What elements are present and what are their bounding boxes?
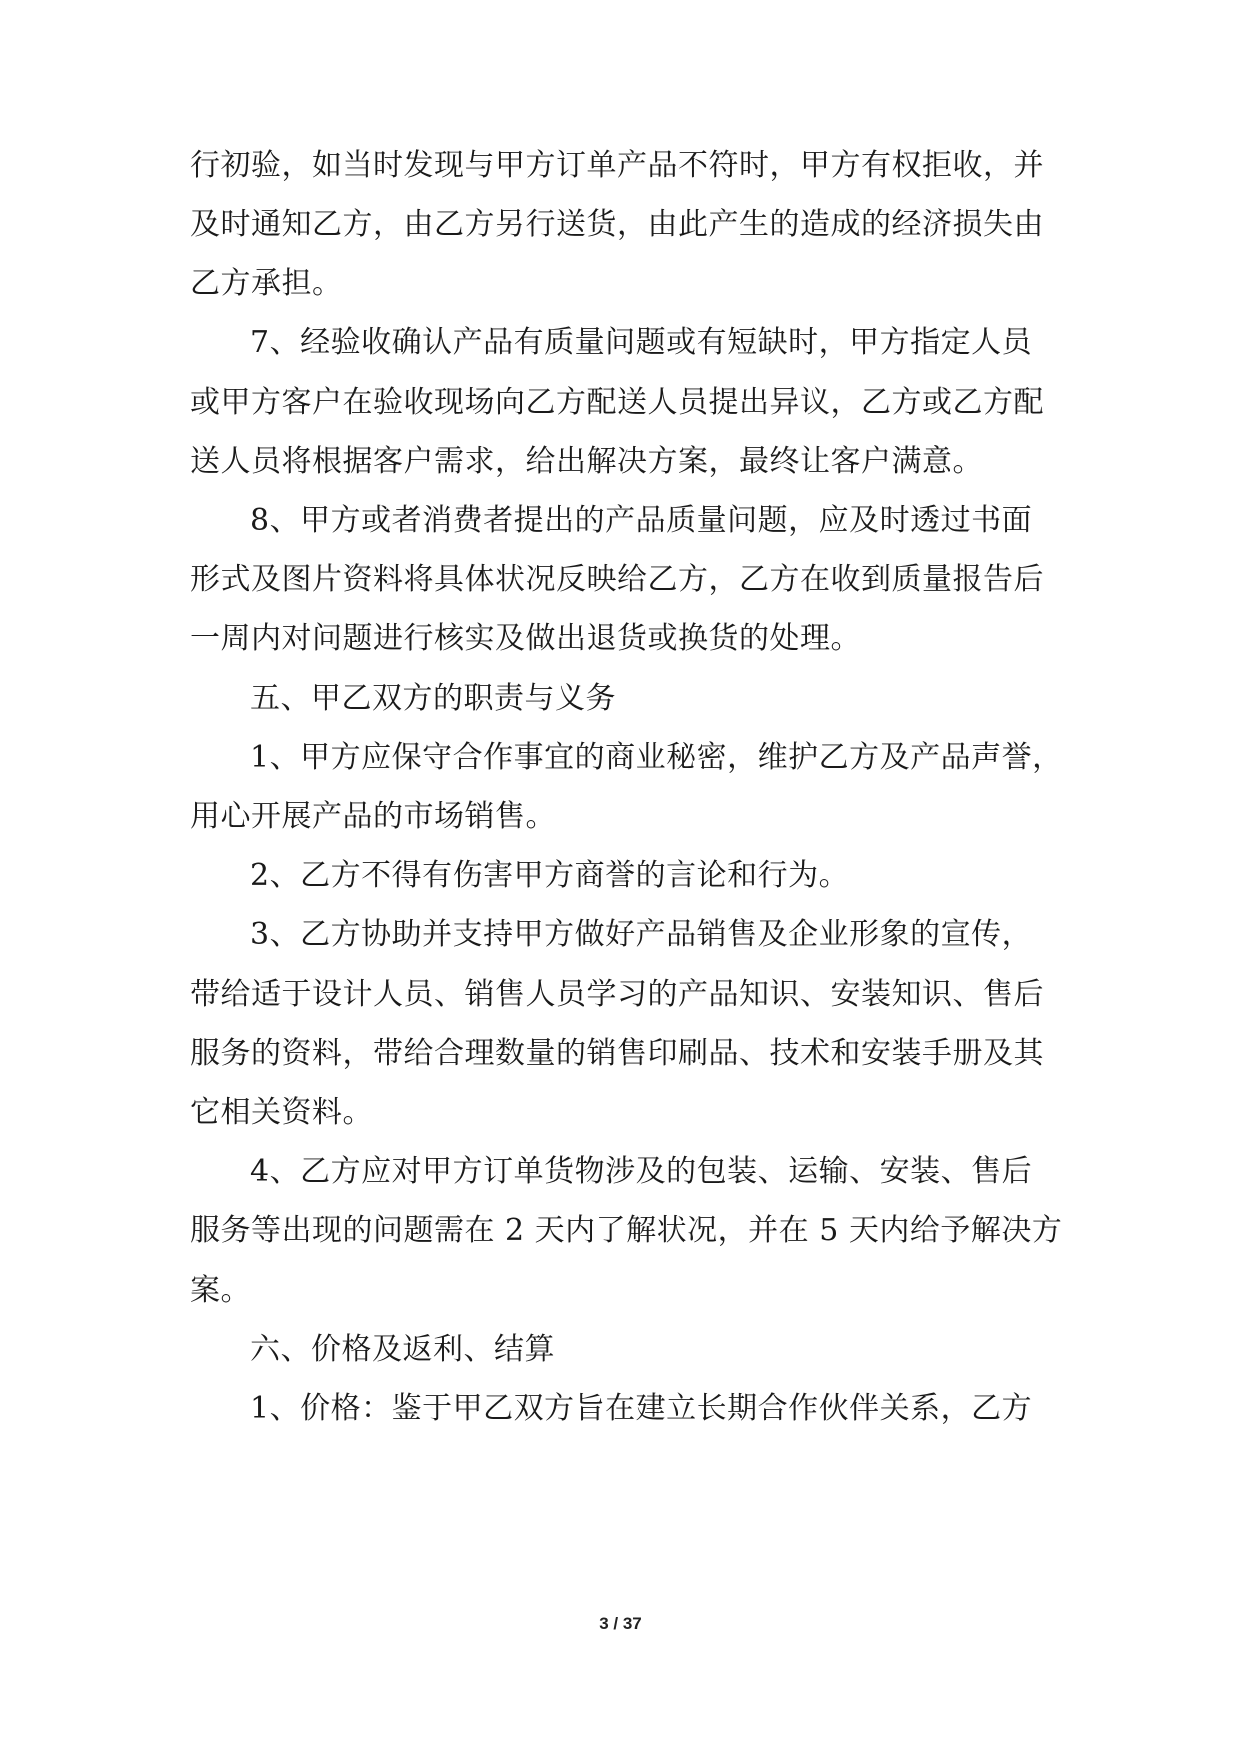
body-line: 2、乙方不得有伤害甲方商誉的言论和行为。 <box>250 858 850 893</box>
body-line: 及时通知乙方，由乙方另行送货，由此产生的造成的经济损失由 <box>190 207 1044 242</box>
body-line: 案。 <box>190 1273 251 1308</box>
body-line: 服务等出现的问题需在 2 天内了解状况，并在 5 天内给予解决方 <box>190 1213 1063 1248</box>
body-line: 4、乙方应对甲方订单货物涉及的包装、运输、安装、售后 <box>250 1154 1033 1189</box>
section-heading: 六、价格及返利、结算 <box>250 1332 555 1367</box>
body-line: 1、价格：鉴于甲乙双方旨在建立长期合作伙伴关系，乙方 <box>250 1391 1033 1426</box>
body-line: 一周内对问题进行核实及做出退货或换货的处理。 <box>190 621 861 656</box>
body-line: 7、经验收确认产品有质量问题或有短缺时，甲方指定人员 <box>250 325 1033 360</box>
page-number: 3 / 37 <box>599 1614 642 1633</box>
body-line: 或甲方客户在验收现场向乙方配送人员提出异议，乙方或乙方配 <box>190 385 1044 420</box>
section-heading: 五、甲乙双方的职责与义务 <box>250 681 616 716</box>
body-line: 它相关资料。 <box>190 1095 373 1130</box>
body-line: 8、甲方或者消费者提出的产品质量问题，应及时透过书面 <box>250 503 1033 538</box>
body-line: 服务的资料，带给合理数量的销售印刷品、技术和安装手册及其 <box>190 1036 1044 1071</box>
body-line: 送人员将根据客户需求，给出解决方案，最终让客户满意。 <box>190 444 983 479</box>
body-line: 用心开展产品的市场销售。 <box>190 799 556 834</box>
body-line: 乙方承担。 <box>190 266 343 301</box>
body-line: 带给适于设计人员、销售人员学习的产品知识、安装知识、售后 <box>190 977 1044 1012</box>
body-line: 形式及图片资料将具体状况反映给乙方，乙方在收到质量报告后 <box>190 562 1044 597</box>
body-line: 3、乙方协助并支持甲方做好产品销售及企业形象的宣传， <box>250 917 1033 952</box>
body-line: 行初验，如当时发现与甲方订单产品不符时，甲方有权拒收，并 <box>190 148 1044 183</box>
body-line: 1、甲方应保守合作事宜的商业秘密，维护乙方及产品声誉， <box>250 740 1063 775</box>
